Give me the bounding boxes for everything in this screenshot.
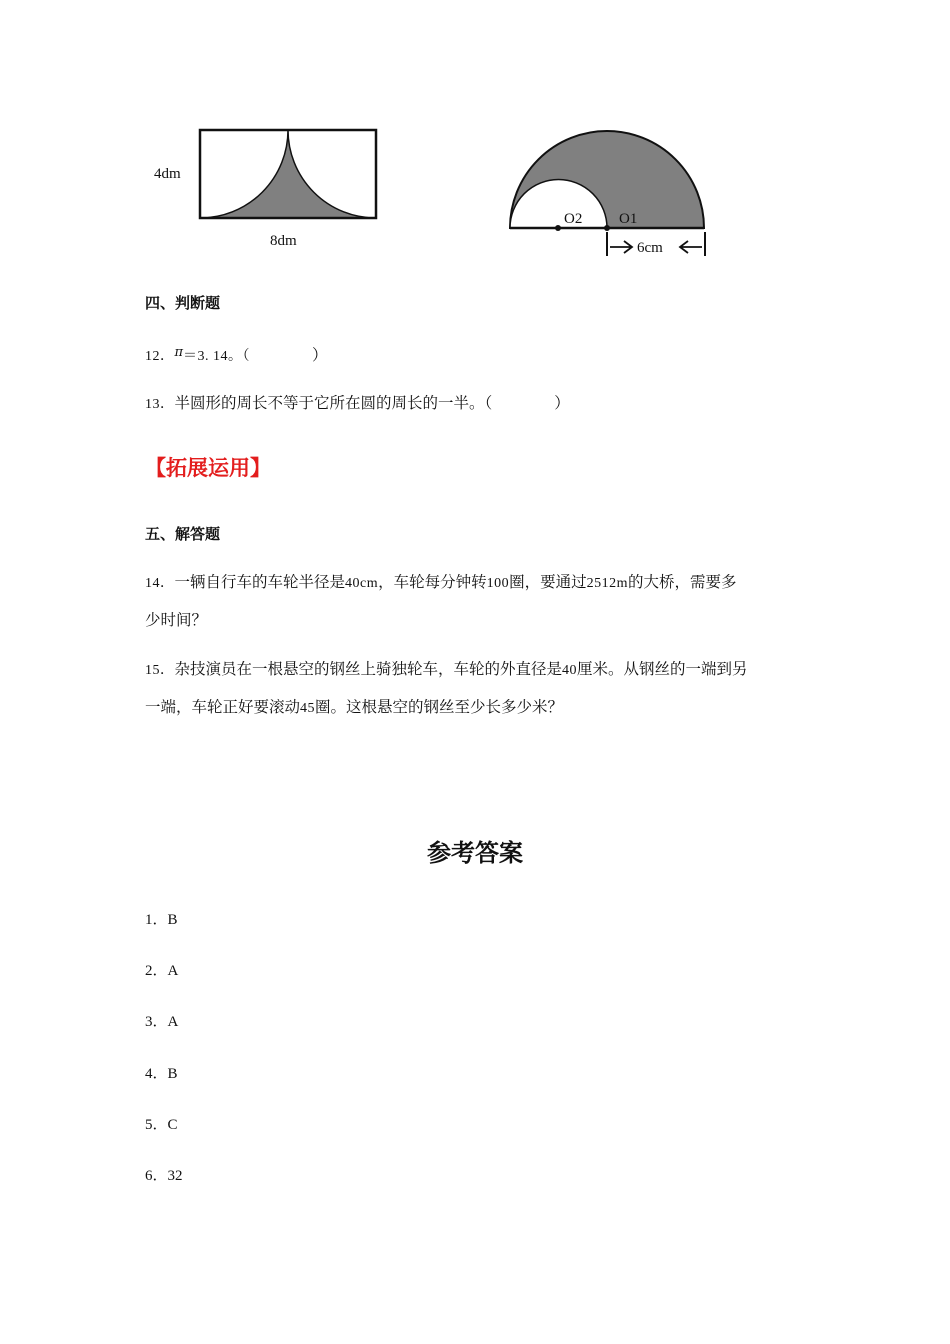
- center-o2-point: [555, 225, 561, 231]
- question-12: [145, 334, 328, 375]
- q13-text: 半圆形的周长不等于它所在圆的周长的一半。（: [174, 394, 493, 412]
- q12-pi: π: [174, 345, 184, 360]
- question-13: [145, 385, 570, 423]
- answers-title: 参考答案: [427, 839, 523, 867]
- q14-text-b: ，车轮每分钟转: [378, 573, 487, 591]
- dim-arrow-left-icon: [610, 241, 632, 253]
- q15-line2: [145, 689, 815, 727]
- q14-number: 14．: [145, 576, 175, 591]
- answer-item: 4．B: [145, 1066, 178, 1082]
- q15-number: 15．: [145, 663, 175, 678]
- q15-text-a: 杂技演员在一根悬空的钢丝上骑独轮车，车轮的外直径是: [174, 660, 563, 678]
- q15-text-d: 圈。这根悬空的钢丝至少长多少米？: [315, 698, 564, 716]
- q15-line1: [145, 651, 815, 689]
- section-four-title: 四、判断题: [145, 294, 221, 312]
- extension-heading: 【拓展运用】: [145, 456, 271, 480]
- width-label: 8dm: [270, 233, 297, 249]
- height-label: 4dm: [154, 166, 181, 182]
- dim-label: 6cm: [637, 240, 663, 256]
- o1-label: O1: [619, 211, 638, 227]
- q12-number: 12．: [145, 349, 175, 364]
- semicircle-figure: [500, 120, 720, 265]
- answer-item: 1．B: [145, 912, 178, 928]
- q13-number: 13．: [145, 397, 175, 412]
- q14-text-d: 的大桥，需要多: [628, 573, 737, 591]
- dim-arrow-right-icon: [680, 241, 702, 253]
- o2-label: O2: [564, 211, 583, 227]
- q12-statement: ＝3. 14。（: [183, 349, 251, 364]
- q14-line2: 少时间？: [145, 611, 208, 629]
- shaded-region: [200, 130, 376, 218]
- q14-radius: 40cm: [345, 576, 379, 591]
- q15-text-b: 厘米。从钢丝的一端到另: [577, 660, 748, 678]
- q14-line1: [145, 564, 815, 602]
- question-15: [145, 651, 815, 727]
- q15-text-c: 一端，车轮正好要滚动: [145, 698, 301, 716]
- answer-item: 5．C: [145, 1117, 178, 1133]
- q14-text-a: 一辆自行车的车轮半径是: [174, 573, 346, 591]
- center-o1-point: [604, 225, 610, 231]
- q15-turns: 45: [300, 701, 316, 716]
- question-14: [145, 564, 815, 639]
- answer-item: 2．A: [145, 963, 179, 979]
- q12-close: ）: [312, 346, 328, 364]
- section-five-title: 五、解答题: [145, 525, 221, 543]
- q15-diameter: 40: [562, 663, 578, 678]
- answer-item: 6．32: [145, 1168, 183, 1184]
- q14-distance: 2512m: [586, 576, 629, 591]
- q14-turns: 100: [486, 576, 510, 591]
- q13-close: ）: [554, 394, 570, 412]
- q14-text-c: 圈，要通过: [509, 573, 587, 591]
- answer-item: 3．A: [145, 1014, 179, 1030]
- rectangle-figure: [140, 120, 400, 260]
